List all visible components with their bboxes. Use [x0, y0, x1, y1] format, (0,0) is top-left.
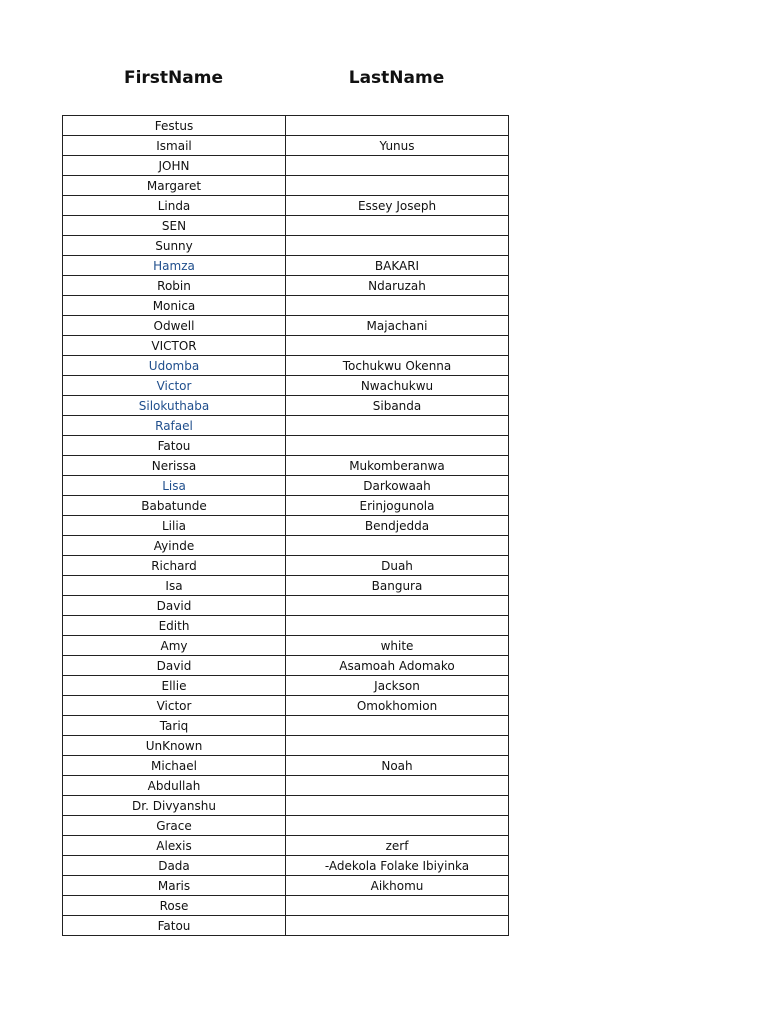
firstname-cell: Maris	[63, 876, 286, 896]
firstname-cell: Alexis	[63, 836, 286, 856]
firstname-cell: Isa	[63, 576, 286, 596]
lastname-cell: Sibanda	[286, 396, 509, 416]
table-row	[63, 516, 509, 536]
lastname-cell: Erinjogunola	[286, 496, 509, 516]
firstname-cell: Fatou	[63, 436, 286, 456]
lastname-cell: -Adekola Folake Ibiyinka	[286, 856, 509, 876]
firstname-cell: Fatou	[63, 916, 286, 936]
table-row	[63, 176, 509, 196]
table-row	[63, 596, 509, 616]
lastname-cell	[286, 156, 509, 176]
firstname-cell: Edith	[63, 616, 286, 636]
firstname-cell: UnKnown	[63, 736, 286, 756]
names-table	[62, 115, 509, 936]
table-row	[63, 916, 509, 936]
lastname-cell: Bangura	[286, 576, 509, 596]
firstname-cell: Silokuthaba	[63, 396, 286, 416]
lastname-cell	[286, 816, 509, 836]
firstname-cell: Rafael	[63, 416, 286, 436]
lastname-cell	[286, 536, 509, 556]
table-row	[63, 696, 509, 716]
table-row	[63, 236, 509, 256]
table-row	[63, 656, 509, 676]
table-row	[63, 896, 509, 916]
lastname-cell: Tochukwu Okenna	[286, 356, 509, 376]
firstname-cell: Abdullah	[63, 776, 286, 796]
lastname-cell: white	[286, 636, 509, 656]
lastname-cell: Yunus	[286, 136, 509, 156]
lastname-cell	[286, 796, 509, 816]
table-row	[63, 336, 509, 356]
table-row	[63, 136, 509, 156]
table-row	[63, 856, 509, 876]
table-row	[63, 216, 509, 236]
lastname-cell	[286, 216, 509, 236]
firstname-cell: Ellie	[63, 676, 286, 696]
lastname-cell: Omokhomion	[286, 696, 509, 716]
table-row	[63, 796, 509, 816]
lastname-cell: Essey Joseph	[286, 196, 509, 216]
firstname-cell: Nerissa	[63, 456, 286, 476]
lastname-cell: Ndaruzah	[286, 276, 509, 296]
firstname-cell: David	[63, 656, 286, 676]
lastname-cell	[286, 896, 509, 916]
firstname-cell: Lisa	[63, 476, 286, 496]
lastname-cell: Bendjedda	[286, 516, 509, 536]
table-row	[63, 476, 509, 496]
lastname-cell	[286, 336, 509, 356]
firstname-cell: Tariq	[63, 716, 286, 736]
table-row	[63, 116, 509, 136]
firstname-cell: VICTOR	[63, 336, 286, 356]
table-row	[63, 396, 509, 416]
table-row	[63, 376, 509, 396]
firstname-cell: Ismail	[63, 136, 286, 156]
table-row	[63, 456, 509, 476]
table-row	[63, 616, 509, 636]
table-row	[63, 156, 509, 176]
lastname-cell	[286, 736, 509, 756]
lastname-cell: Noah	[286, 756, 509, 776]
lastname-cell: Majachani	[286, 316, 509, 336]
table-row	[63, 736, 509, 756]
firstname-cell: Sunny	[63, 236, 286, 256]
lastname-cell	[286, 436, 509, 456]
lastname-cell: Jackson	[286, 676, 509, 696]
table-row	[63, 636, 509, 656]
lastname-cell	[286, 236, 509, 256]
table-row	[63, 496, 509, 516]
table-row	[63, 276, 509, 296]
firstname-cell: Lilia	[63, 516, 286, 536]
lastname-cell	[286, 116, 509, 136]
table-row	[63, 876, 509, 896]
firstname-cell: Amy	[63, 636, 286, 656]
lastname-cell: BAKARI	[286, 256, 509, 276]
lastname-cell: Darkowaah	[286, 476, 509, 496]
lastname-cell	[286, 776, 509, 796]
firstname-cell: Udomba	[63, 356, 286, 376]
firstname-cell: Hamza	[63, 256, 286, 276]
firstname-cell: David	[63, 596, 286, 616]
table-row	[63, 436, 509, 456]
firstname-cell: Richard	[63, 556, 286, 576]
firstname-cell: Robin	[63, 276, 286, 296]
firstname-cell: Margaret	[63, 176, 286, 196]
firstname-cell: Odwell	[63, 316, 286, 336]
lastname-cell	[286, 616, 509, 636]
firstname-cell: Dada	[63, 856, 286, 876]
firstname-cell: Grace	[63, 816, 286, 836]
firstname-cell: Monica	[63, 296, 286, 316]
lastname-cell	[286, 176, 509, 196]
table-row	[63, 756, 509, 776]
firstname-cell: Festus	[63, 116, 286, 136]
table-row	[63, 716, 509, 736]
table-row	[63, 536, 509, 556]
lastname-cell: Mukomberanwa	[286, 456, 509, 476]
lastname-cell: Duah	[286, 556, 509, 576]
lastname-header: LastName	[348, 68, 445, 88]
firstname-cell: Linda	[63, 196, 286, 216]
lastname-cell: zerf	[286, 836, 509, 856]
lastname-cell: Aikhomu	[286, 876, 509, 896]
lastname-cell	[286, 596, 509, 616]
firstname-cell: Rose	[63, 896, 286, 916]
firstname-header: FirstName	[123, 68, 223, 88]
firstname-cell: JOHN	[63, 156, 286, 176]
table-row	[63, 356, 509, 376]
firstname-cell: Victor	[63, 696, 286, 716]
table-row	[63, 416, 509, 436]
lastname-cell	[286, 916, 509, 936]
lastname-cell	[286, 296, 509, 316]
table-row	[63, 296, 509, 316]
firstname-cell: Ayinde	[63, 536, 286, 556]
table-row	[63, 196, 509, 216]
table-row	[63, 676, 509, 696]
firstname-cell: Victor	[63, 376, 286, 396]
table-row	[63, 576, 509, 596]
firstname-cell: Michael	[63, 756, 286, 776]
table-row	[63, 816, 509, 836]
table-row	[63, 836, 509, 856]
lastname-cell: Asamoah Adomako	[286, 656, 509, 676]
firstname-cell: SEN	[63, 216, 286, 236]
names-table-body	[63, 116, 509, 936]
lastname-cell: Nwachukwu	[286, 376, 509, 396]
firstname-cell: Babatunde	[63, 496, 286, 516]
lastname-cell	[286, 716, 509, 736]
table-row	[63, 256, 509, 276]
lastname-cell	[286, 416, 509, 436]
table-row	[63, 776, 509, 796]
table-row	[63, 556, 509, 576]
firstname-cell: Dr. Divyanshu	[63, 796, 286, 816]
table-row	[63, 316, 509, 336]
